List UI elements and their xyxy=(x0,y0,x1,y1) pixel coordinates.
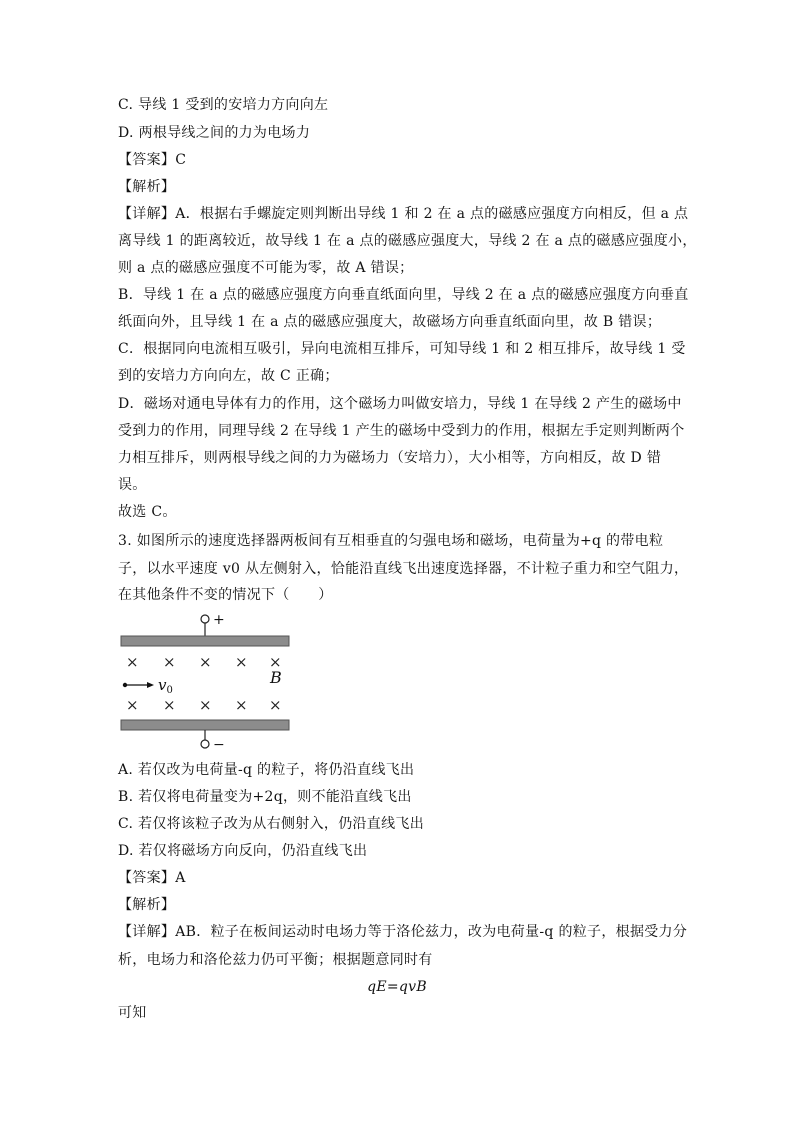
charged-particle xyxy=(123,683,127,687)
q3-stem-line: 3. 如图所示的速度选择器两板间有互相垂直的匀强电场和磁场，电荷量为+q 的带电粒 xyxy=(118,533,664,549)
q3-analysis-heading: 【解析】 xyxy=(118,897,176,913)
q2-detail-line: 受到力的作用，同理导线 2 在导线 1 产生的磁场中受到力的作用，根据左手定则判断两个 xyxy=(118,423,685,439)
field-cross-symbol: × xyxy=(235,653,248,671)
field-cross-symbol: × xyxy=(235,696,248,714)
q3-stem-line: 在其他条件不变的情况下（ ） xyxy=(118,587,333,603)
q2-detail-line: 【详解】A．根据右手螺旋定则判断出导线 1 和 2 在 a 点的磁感应强度方向相反，但 a 点 xyxy=(118,206,689,222)
velocity-label: $v_0$ xyxy=(158,676,173,696)
upper-plate xyxy=(121,636,289,646)
velocity-arrow-head xyxy=(147,682,154,688)
q2-detail-line: 到的安培力方向向左，故 C 正确； xyxy=(118,368,339,384)
q3-option-c: C. 若仅将该粒子改为从右侧射入，仍沿直线飞出 xyxy=(118,816,425,832)
minus-label: − xyxy=(213,737,225,753)
field-cross-symbol: × xyxy=(199,653,212,671)
q2-conclusion: 故选 C。 xyxy=(118,504,177,520)
field-cross-symbol: × xyxy=(163,696,176,714)
q2-analysis-heading: 【解析】 xyxy=(118,179,176,195)
q3-detail-line: 【详解】AB．粒子在板间运动时电场力等于洛伦兹力，改为电荷量-q 的粒子，根据受力分 xyxy=(118,924,688,940)
magnetic-field-row-bottom xyxy=(126,696,282,714)
q2-detail-line: 力相互排斥，则两根导线之间的力为磁场力（安培力），大小相等，方向相反，故 D 错 xyxy=(118,450,662,466)
field-cross-symbol: × xyxy=(163,653,176,671)
field-cross-symbol: × xyxy=(269,696,282,714)
positive-terminal xyxy=(201,615,209,623)
q3-option-a: A. 若仅改为电荷量-q 的粒子，将仍沿直线飞出 xyxy=(118,762,415,778)
q2-detail-line: 误。 xyxy=(118,477,147,493)
q3-stem-line: 子，以水平速度 v0 从左侧射入，恰能沿直线飞出速度选择器，不计粒子重力和空气阻力， xyxy=(118,561,689,577)
q3-detail-line: 析，电场力和洛伦兹力仍可平衡；根据题意同时有 xyxy=(118,952,433,968)
field-cross-symbol: × xyxy=(269,653,282,671)
velocity-selector-diagram xyxy=(112,608,302,754)
q2-detail-line: B．导线 1 在 a 点的磁感应强度方向垂直纸面向里，导线 2 在 a 点的磁感应强度方向垂直 xyxy=(118,287,689,303)
q3-equation: qE=qvB xyxy=(367,979,427,995)
b-field-label: B xyxy=(270,668,282,687)
q3-option-d: D. 若仅将磁场方向反向，仍沿直线飞出 xyxy=(118,843,368,859)
q2-answer: 【答案】C xyxy=(118,152,187,168)
field-cross-symbol: × xyxy=(199,696,212,714)
q2-option-c: C. 导线 1 受到的安培力方向向左 xyxy=(118,97,329,113)
q3-after-equation: 可知 xyxy=(118,1005,147,1021)
plus-label: + xyxy=(213,612,225,628)
q2-detail-line: 纸面向外，且导线 1 在 a 点的磁感应强度大，故磁场方向垂直纸面向里，故 B 错误； xyxy=(118,314,662,330)
q2-detail-line: 则 a 点的磁感应强度不可能为零，故 A 错误； xyxy=(118,260,414,276)
q2-detail-line: D．磁场对通电导体有力的作用，这个磁场力叫做安培力，导线 1 在导线 2 产生的磁场中 xyxy=(118,396,682,412)
q3-option-b: B. 若仅将电荷量变为+2q，则不能沿直线飞出 xyxy=(118,789,412,805)
field-cross-symbol: × xyxy=(126,653,139,671)
lower-plate xyxy=(121,720,289,730)
q3-answer: 【答案】A xyxy=(118,870,186,886)
magnetic-field-row-top xyxy=(126,653,282,671)
q2-detail-line: C．根据同向电流相互吸引，异向电流相互排斥，可知导线 1 和 2 相互排斥，故导线 1 受 xyxy=(118,341,686,357)
field-cross-symbol: × xyxy=(126,696,139,714)
negative-terminal xyxy=(201,740,209,748)
q2-option-d: D. 两根导线之间的力为电场力 xyxy=(118,125,311,141)
q2-detail-line: 离导线 1 的距离较近，故导线 1 在 a 点的磁感应强度大，导线 2 在 a 点的磁感应强度小， xyxy=(118,233,697,249)
